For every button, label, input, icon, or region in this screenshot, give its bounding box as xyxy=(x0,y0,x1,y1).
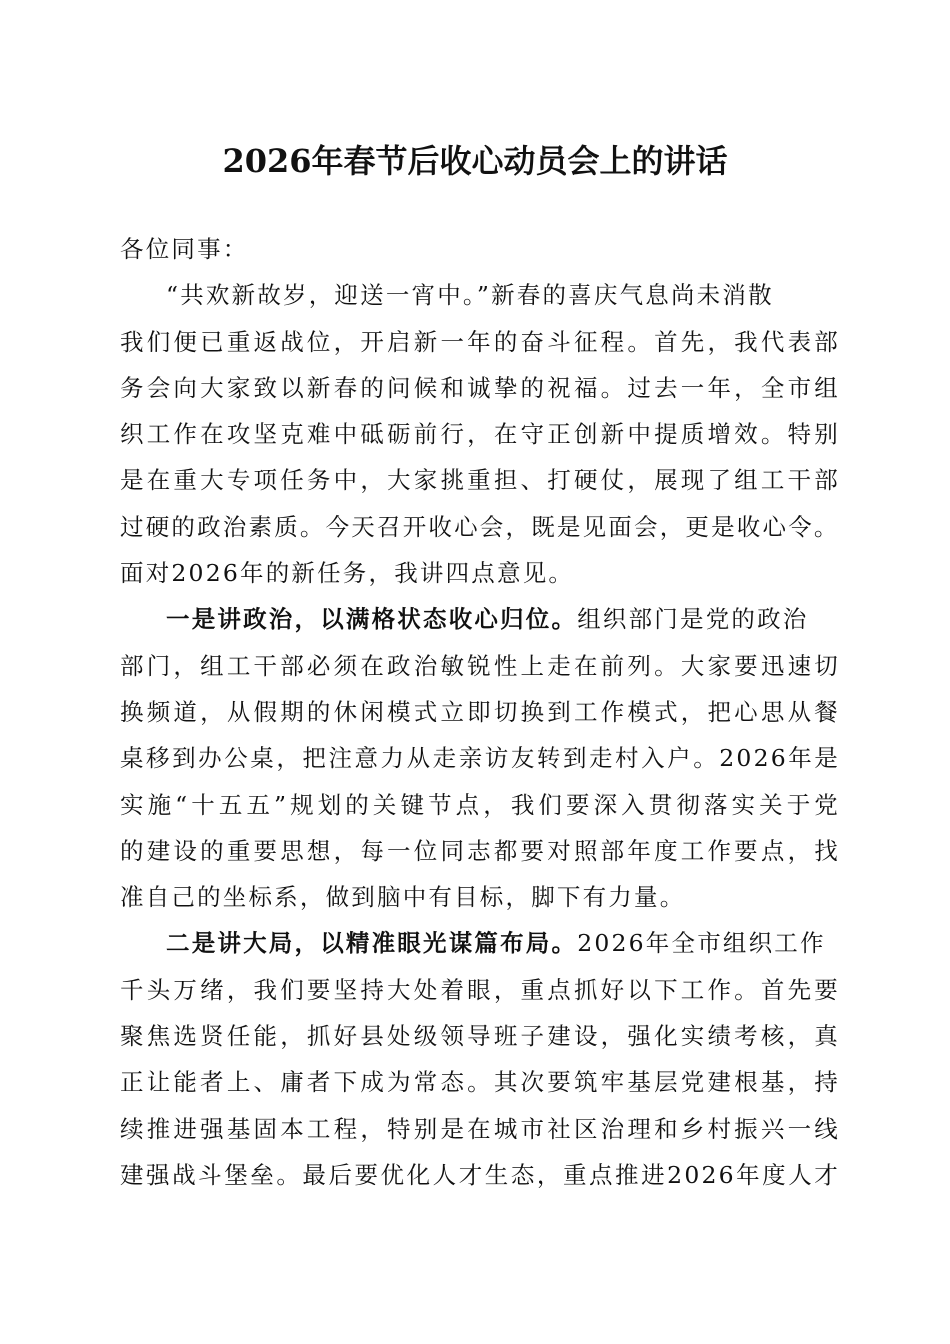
paragraph-2-line-1 xyxy=(120,596,840,642)
paragraph-2-line-6: 的建设的重要思想，每一位同志都要对照部年度工作要点，找 xyxy=(120,836,840,865)
paragraph-2-line-5: 实施“十五五”规划的关键节点，我们要深入贯彻落实关于党 xyxy=(120,790,840,819)
paragraph-3-line-1-text: 2026年全市组织工作 xyxy=(577,929,826,958)
paragraph-3-line-4: 正让能者上、庸者下成为常态。其次要筑牢基层党建根基，持 xyxy=(120,1068,840,1097)
paragraph-3-line-3: 聚焦选贤任能，抓好县处级领导班子建设，强化实绩考核，真 xyxy=(120,1022,840,1051)
paragraph-3-line-1 xyxy=(120,920,840,966)
paragraph-2-line-3: 换频道，从假期的休闲模式立即切换到工作模式，把心思从餐 xyxy=(120,697,840,726)
paragraph-1-line-6: 过硬的政治素质。今天召开收心会，既是见面会，更是收心令。 xyxy=(120,512,840,541)
paragraph-2-line-2: 部门，组工干部必须在政治敏锐性上走在前列。大家要迅速切 xyxy=(120,651,840,680)
paragraph-3-line-5: 续推进强基固本工程，特别是在城市社区治理和乡村振兴一线 xyxy=(120,1114,840,1143)
paragraph-3-line-2: 千头万绪，我们要坚持大处着眼，重点抓好以下工作。首先要 xyxy=(120,975,840,1004)
page-title: 2026年春节后收心动员会上的讲话 xyxy=(222,142,728,180)
paragraph-2-line-4: 桌移到办公桌，把注意力从走亲访友转到走村入户。2026年是 xyxy=(120,744,840,773)
paragraph-1-line-1: “共欢新故岁，迎送一宵中。”新春的喜庆气息尚未消散 xyxy=(166,281,774,310)
paragraph-1-line-4: 织工作在攻坚克难中砥砺前行，在守正创新中提质增效。特别 xyxy=(120,420,840,449)
paragraph-2-lead: 一是讲政治，以满格状态收心归位。 xyxy=(166,605,578,634)
paragraph-1-line-2: 我们便已重返战位，开启新一年的奋斗征程。首先，我代表部 xyxy=(120,327,840,356)
paragraph-2-line-7: 准自己的坐标系，做到脑中有目标，脚下有力量。 xyxy=(120,883,686,912)
paragraph-1-line-7: 面对2026年的新任务，我讲四点意见。 xyxy=(120,559,575,588)
greeting: 各位同事： xyxy=(120,235,249,263)
paragraph-2-line-1-text: 组织部门是党的政治 xyxy=(577,605,809,634)
paragraph-3-line-6: 建强战斗堡垒。最后要优化人才生态，重点推进2026年度人才 xyxy=(120,1160,840,1189)
paragraph-3-lead: 二是讲大局，以精准眼光谋篇布局。 xyxy=(166,929,578,958)
speech-body xyxy=(120,226,840,1198)
paragraph-1-line-5: 是在重大专项任务中，大家挑重担、打硬仗，展现了组工干部 xyxy=(120,466,840,495)
paragraph-1-line-3: 务会向大家致以新春的问候和诚挚的祝福。过去一年，全市组 xyxy=(120,373,840,402)
